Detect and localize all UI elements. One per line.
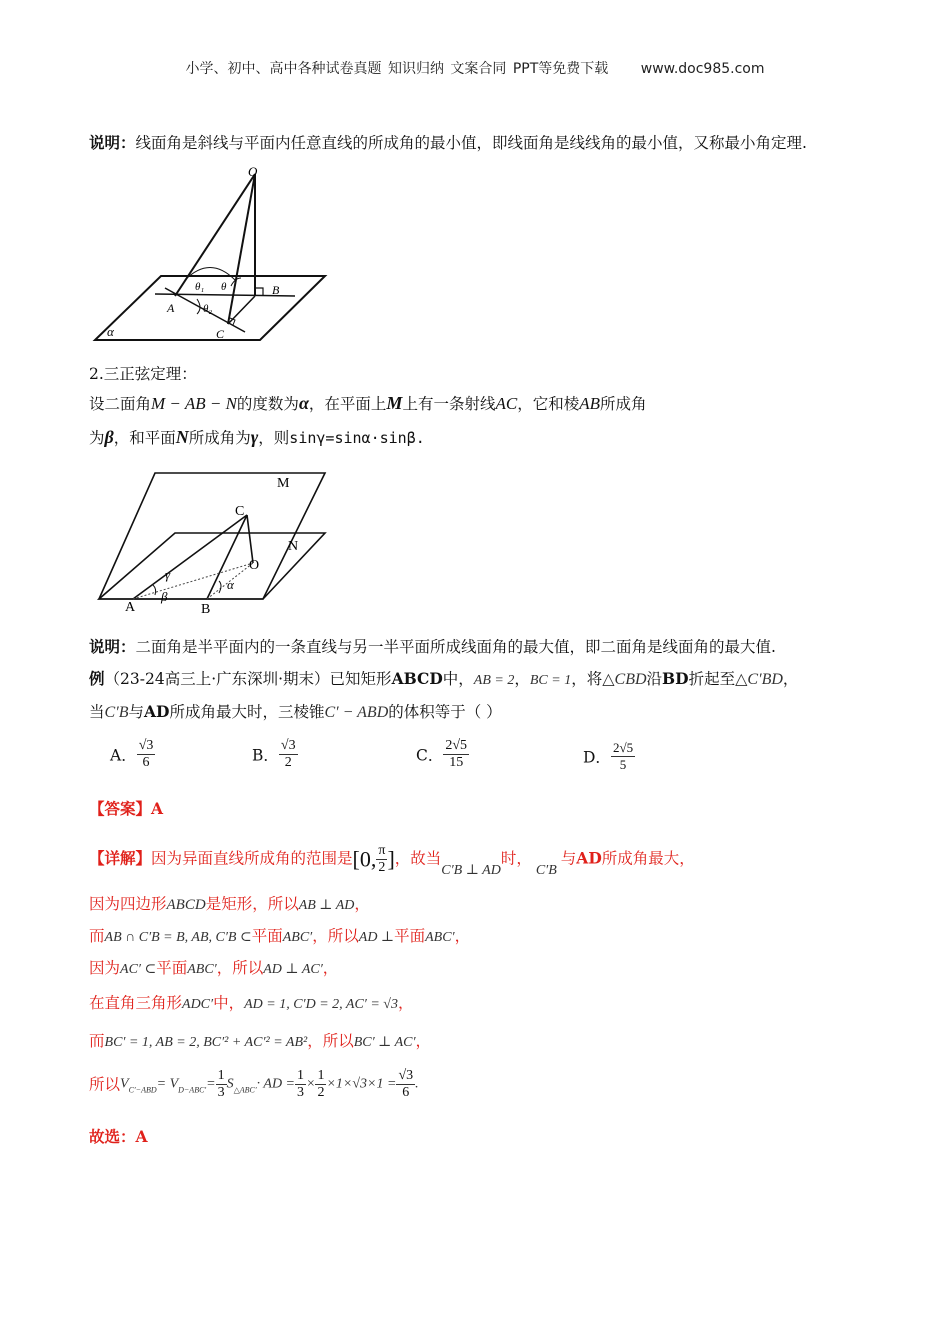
answer: 【答案】A xyxy=(89,799,164,818)
option-a[interactable]: A． $\frac{√3}{6}$ xyxy=(110,738,154,770)
example-line-2: 当C′B与AD所成角最大时，三棱锥C′ − ABD的体积等于（ ） xyxy=(89,702,502,721)
header-site[interactable]: www.doc985.com xyxy=(640,61,765,77)
label-M: M xyxy=(277,476,290,491)
label-N: N xyxy=(288,539,299,554)
section-2-title: 2.三正弦定理： xyxy=(89,365,197,383)
label-A: A xyxy=(125,600,136,615)
option-b[interactable]: B． $\frac{√3}{2}$ xyxy=(252,738,296,770)
note-1 xyxy=(89,132,807,154)
example-label: 例 xyxy=(89,669,105,688)
note-label: 说明： xyxy=(89,133,136,152)
label-O: O xyxy=(249,558,260,573)
label-C: C xyxy=(235,504,245,519)
solution-line-4: 因为AC′ ⊂平面ABC′，所以AD ⊥ AC′， xyxy=(89,959,339,977)
label-alpha: α xyxy=(107,324,114,339)
label-B: B xyxy=(272,283,280,297)
section-2-line-2: 为β，和平面N所成角为γ，则sinγ=sinα·sinβ. xyxy=(89,427,425,447)
solution-final: 故选：A xyxy=(89,1127,148,1146)
solution-line-6: 而BC′ = 1, AB = 2, BC′² + AC′² = AB²，所以BC′ ⊥ AC′， xyxy=(89,1032,432,1050)
solution-line-7: 所以$V_{C'-ABD}= V_{D-ABC'}=$ $\frac{1}{3}$ $S_{\triangle ABC'}\cdot$ AD = $\frac{1}{3}$ × $\frac{1}{2}$ ×1×√3×1 = $\frac{√3}{6}$ . xyxy=(89,1068,419,1100)
plane-M xyxy=(99,473,325,599)
example-line-1: 例（23-24高三上·广东深圳·期末）已知矩形ABCD中，AB = 2，BC = 1，将△CBD沿BD折起至△C′BD， xyxy=(89,669,799,688)
label-theta2: θ₂ xyxy=(203,303,213,315)
option-c[interactable]: C． $\frac{2√5}{15}$ xyxy=(416,738,468,770)
label-O: O xyxy=(248,164,258,179)
option-d[interactable]: D． $\frac{2√5}{5}$ xyxy=(583,740,634,772)
label-A: A xyxy=(167,301,175,315)
label-theta1: θ₁ xyxy=(195,281,205,293)
page-header xyxy=(0,58,950,78)
solution-line-1: 【详解】因为异面直线所成角的范围是[0, $\frac{\pi}{2}$ ]，故当C′B ⊥ AD时，C′B与AD所成角最大， xyxy=(89,843,695,878)
note-text: 线面角是斜线与平面内任意直线的所成角的最小值，即线面角是线线角的最小值，又称最小角定理. xyxy=(135,134,807,152)
label-beta: β xyxy=(161,589,168,604)
solution-line-3: 而AB ∩ C′B = B, AB, C′B ⊂平面ABC′，所以AD ⊥平面ABC′， xyxy=(89,927,471,945)
solution-line-2: 因为四边形ABCD是矩形，所以AB ⊥ AD， xyxy=(89,895,370,913)
solution-line-5: 在直角三角形ADC′中，AD = 1, C′D = 2, AC′ = √3， xyxy=(89,994,414,1012)
label-C: C xyxy=(216,327,225,341)
label-gamma: γ xyxy=(165,567,171,582)
figure-three-sine xyxy=(95,465,335,625)
label-theta: θ xyxy=(221,281,227,293)
section-2-line-1: 设二面角M − AB − N的度数为α，在平面上M上有一条射线AC，它和棱AB所成角 xyxy=(89,393,647,413)
label-alpha: α xyxy=(227,577,234,592)
note-2: 说明：二面角是半平面内的一条直线与另一半平面所成线面角的最大值，即二面角是线面角的最大值. xyxy=(89,637,776,656)
label-B: B xyxy=(201,602,211,617)
header-text: 小学、初中、高中各种试卷真题 知识归纳 文案合同 PPT等免费下载 xyxy=(185,61,609,77)
figure-min-angle xyxy=(85,160,330,345)
